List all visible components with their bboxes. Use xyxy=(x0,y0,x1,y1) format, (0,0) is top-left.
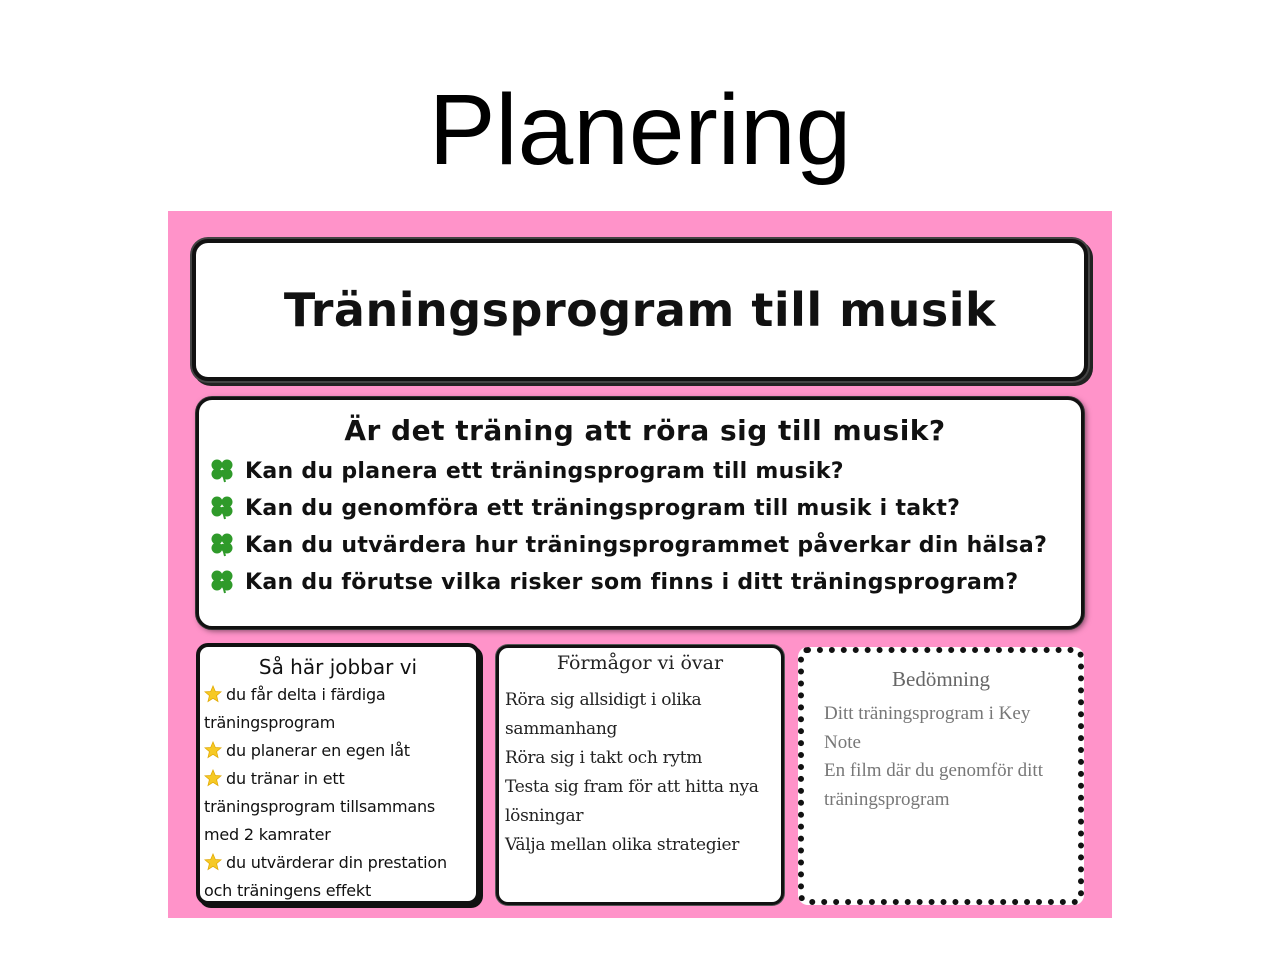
work-method-list xyxy=(204,681,472,905)
list-item: Röra sig i takt och rytm xyxy=(505,748,703,768)
grading-box xyxy=(798,647,1084,905)
work-method-text: du planerar en egen låt xyxy=(226,741,410,760)
grading-list xyxy=(824,700,1058,814)
header-box xyxy=(192,239,1088,381)
work-method-text: du utvärderar din prestation och träningens effekt xyxy=(204,853,447,900)
skills-list xyxy=(505,686,775,860)
list-item: En film där du genomför ditt träningsprogram xyxy=(824,760,1043,810)
question-text: Kan du genomföra ett träningsprogram till musik i takt? xyxy=(245,496,961,521)
four-leaf-clover-icon xyxy=(209,568,235,594)
star-icon xyxy=(204,853,222,871)
list-item xyxy=(209,453,1081,490)
questions-box xyxy=(196,397,1084,629)
list-item: Testa sig fram för att hitta nya lösningar xyxy=(505,777,759,826)
four-leaf-clover-icon xyxy=(209,531,235,557)
star-icon xyxy=(204,685,222,703)
work-method-box xyxy=(196,643,480,905)
four-leaf-clover-icon xyxy=(209,494,235,520)
list-item: Välja mellan olika strategier xyxy=(505,835,740,855)
list-item: Ditt träningsprogram i Key Note xyxy=(824,703,1031,753)
list-item xyxy=(204,737,472,765)
skills-box xyxy=(496,645,784,905)
four-leaf-clover-icon xyxy=(209,457,235,483)
slide-title: Planering xyxy=(428,74,852,186)
star-icon xyxy=(204,741,222,759)
grading-heading: Bedömning xyxy=(892,667,990,691)
list-item: Röra sig allsidigt i olika sammanhang xyxy=(505,690,702,739)
poster-title: Träningsprogram till musik xyxy=(283,283,997,337)
star-icon xyxy=(204,769,222,787)
list-item xyxy=(209,527,1081,564)
question-text: Kan du planera ett träningsprogram till musik? xyxy=(245,459,844,484)
poster-panel xyxy=(168,211,1112,918)
question-text: Kan du förutse vilka risker som finns i ditt träningsprogram? xyxy=(245,570,1019,595)
work-method-heading: Så här jobbar vi xyxy=(258,655,418,679)
questions-heading: Är det träning att röra sig till musik? xyxy=(344,414,946,447)
list-item xyxy=(204,849,472,905)
list-item xyxy=(209,490,1081,527)
work-method-text: du får delta i färdiga träningsprogram xyxy=(204,685,386,732)
questions-list xyxy=(209,453,1081,601)
list-item xyxy=(204,681,472,737)
work-method-text: du tränar in ett träningsprogram tillsammans med 2 kamrater xyxy=(204,769,436,844)
list-item xyxy=(209,564,1081,601)
skills-heading: Förmågor vi övar xyxy=(556,652,724,674)
list-item xyxy=(204,765,472,849)
question-text: Kan du utvärdera hur träningsprogrammet påverkar din hälsa? xyxy=(245,533,1048,558)
